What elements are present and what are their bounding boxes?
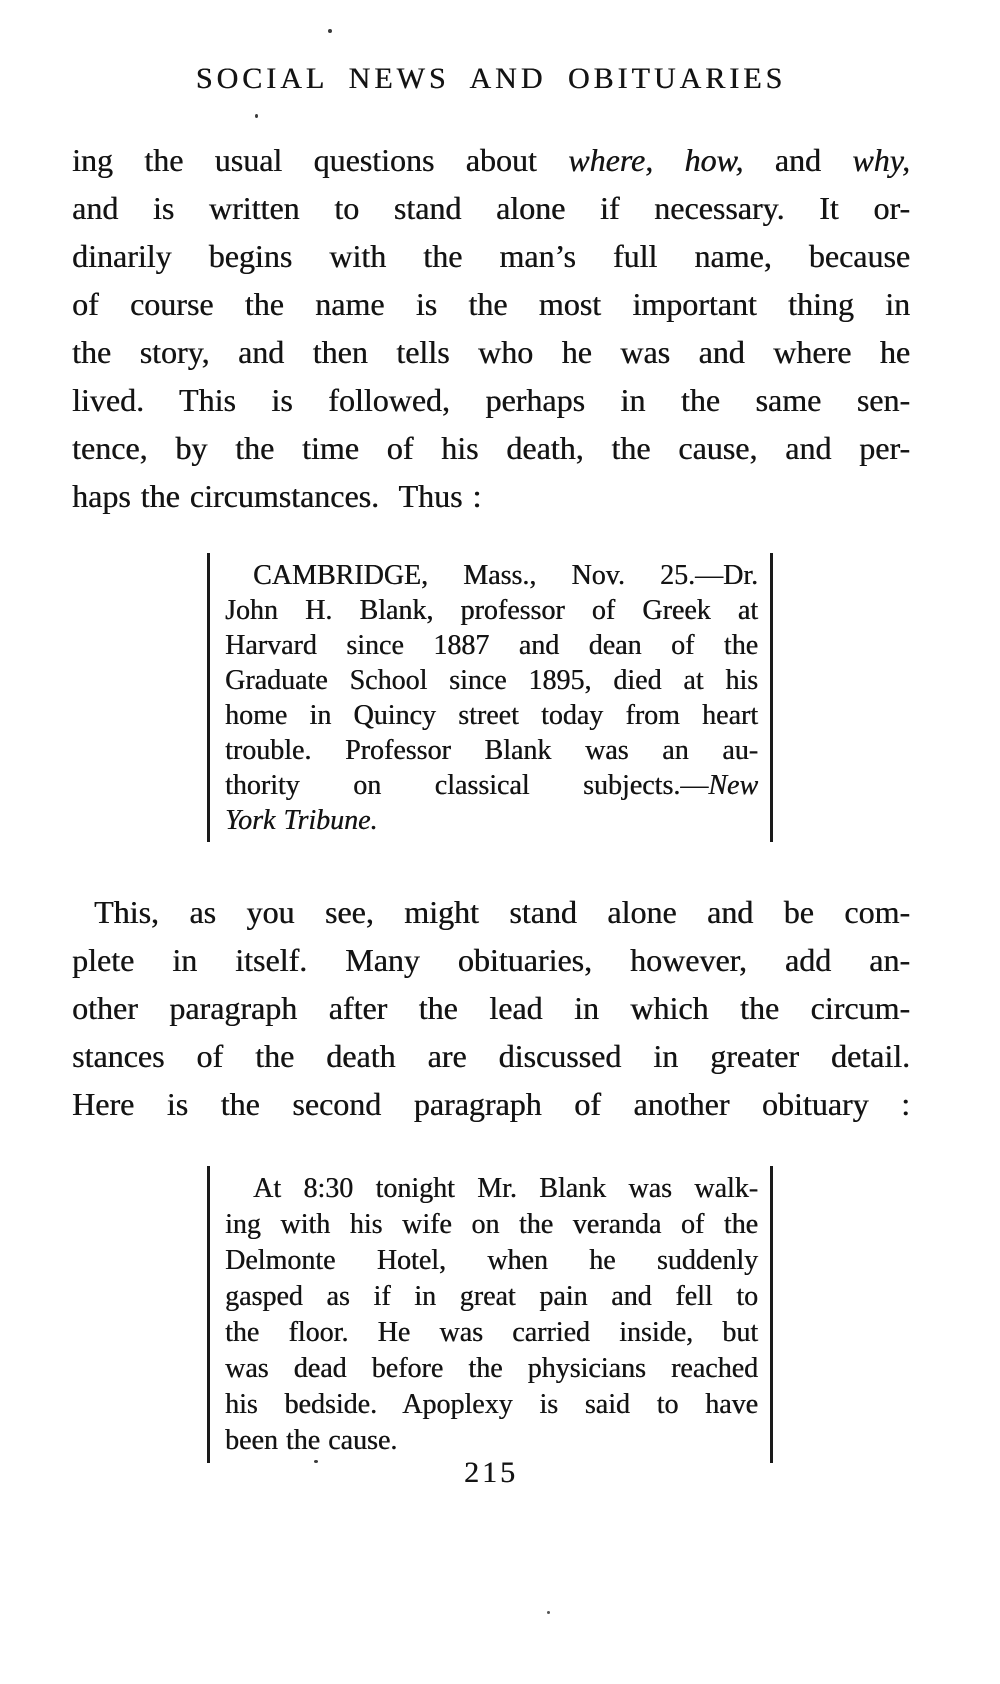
quote-line: At 8:30 tonight Mr. Blank was walk- bbox=[253, 1173, 758, 1204]
text-line: haps the circumstances. Thus : bbox=[72, 478, 482, 514]
text-segment: ing the usual questions about bbox=[72, 142, 569, 178]
quote-line: ing with his wife on the veranda of the bbox=[225, 1209, 758, 1240]
quote-line: Graduate School since 1895, died at his bbox=[225, 665, 758, 696]
quote-line: Harvard since 1887 and dean of the bbox=[225, 630, 758, 661]
text-line: and is written to stand alone if necessary. It or- bbox=[72, 190, 910, 226]
text-segment: and bbox=[743, 142, 853, 178]
italic-text: where, how, bbox=[568, 142, 744, 178]
quote-line bbox=[225, 768, 758, 803]
quote-line: gasped as if in great pain and fell to bbox=[225, 1281, 758, 1312]
scan-artifact-dot bbox=[547, 1611, 550, 1614]
quote-line bbox=[225, 803, 758, 838]
text-line: lived. This is followed, perhaps in the same sen- bbox=[72, 382, 910, 418]
quote-line: been the cause. bbox=[225, 1425, 398, 1456]
quote-line: the floor. He was carried inside, but bbox=[225, 1317, 758, 1348]
text-line: plete in itself. Many obituaries, however, add an- bbox=[72, 942, 910, 978]
quote-line: was dead before the physicians reached bbox=[225, 1353, 758, 1384]
text-segment: thority on classical subjects.— bbox=[225, 770, 709, 801]
quote-line: home in Quincy street today from heart bbox=[225, 700, 758, 731]
text-line: tence, by the time of his death, the cause, and per- bbox=[72, 430, 910, 466]
text-line: of course the name is the most important thing in bbox=[72, 286, 910, 322]
text-line: stances of the death are discussed in greater detail. bbox=[72, 1038, 910, 1074]
text-line bbox=[72, 136, 910, 184]
scan-artifact-dot bbox=[328, 29, 332, 33]
scan-artifact-dot bbox=[255, 114, 258, 118]
running-head: SOCIAL NEWS AND OBITUARIES bbox=[195, 62, 787, 95]
opening-paragraph bbox=[72, 136, 910, 520]
quote-line: John H. Blank, professor of Greek at bbox=[225, 595, 758, 626]
italic-text: why, bbox=[852, 142, 911, 178]
text-line: dinarily begins with the man’s full name, because bbox=[72, 238, 910, 274]
page-number: 215 bbox=[464, 1456, 518, 1489]
text-line: Here is the second paragraph of another obituary : bbox=[72, 1086, 910, 1122]
quote-line: CAMBRIDGE, Mass., Nov. 25.—Dr. bbox=[253, 560, 758, 591]
quote-line: his bedside. Apoplexy is said to have bbox=[225, 1389, 758, 1420]
italic-text: New bbox=[708, 770, 758, 801]
text-line: the story, and then tells who he was and where he bbox=[72, 334, 910, 370]
italic-text: York Tribune. bbox=[225, 805, 378, 836]
quote-line: trouble. Professor Blank was an au- bbox=[225, 735, 758, 766]
second-paragraph bbox=[72, 888, 910, 1128]
second-obituary-quote bbox=[207, 1166, 773, 1463]
first-obituary-quote bbox=[207, 553, 773, 842]
text-line: other paragraph after the lead in which the circum- bbox=[72, 990, 910, 1026]
quote-line: Delmonte Hotel, when he suddenly bbox=[225, 1245, 758, 1276]
text-line: This, as you see, might stand alone and be com- bbox=[94, 894, 910, 930]
